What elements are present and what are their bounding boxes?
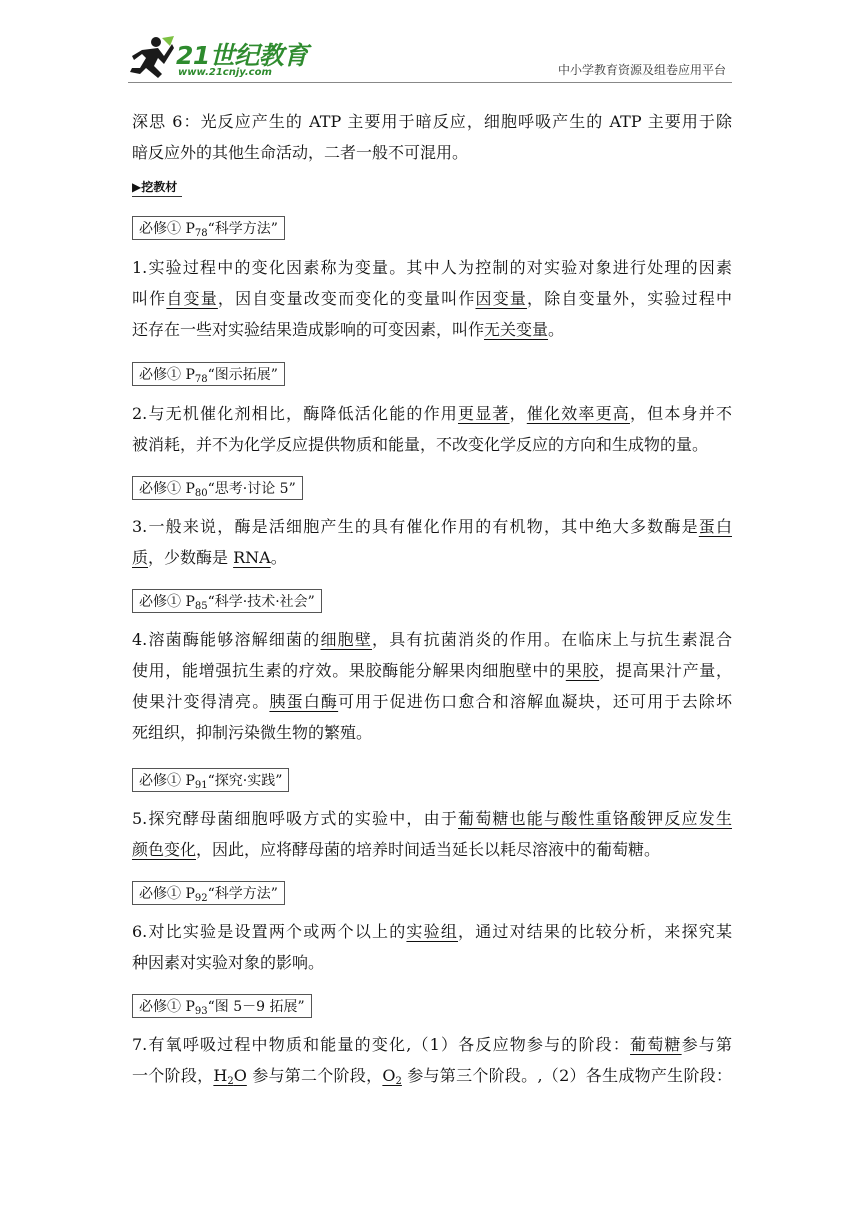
site-logo xyxy=(128,34,328,82)
dig-label-underline xyxy=(132,196,182,197)
item-paragraph-1 xyxy=(132,252,732,345)
logo-text: 21世纪教育 xyxy=(176,41,308,70)
textbook-reference-tag: 必修① $P_{92}“$科学方法” xyxy=(132,881,285,905)
item-paragraph-3 xyxy=(132,511,732,573)
page-header xyxy=(128,34,730,82)
textbook-reference-tag: 必修① $P_{93}“$图 5－9 拓展” xyxy=(132,994,312,1018)
item-paragraph-4 xyxy=(132,624,732,748)
textbook-reference-tag: 必修① $P_{78}“$科学方法” xyxy=(132,216,285,240)
item-paragraph-6 xyxy=(132,916,732,978)
item-paragraph-7 xyxy=(132,1029,732,1091)
thought-line-1: 深思 6：光反应产生的 ATP 主要用于暗反应，细胞呼吸产生的 ATP 主要用于除 xyxy=(132,112,732,131)
item-paragraph-5 xyxy=(132,803,732,865)
textbook-reference-tag: 必修① $P_{85}“$科学·技术·社会” xyxy=(132,589,322,613)
text-line: 使用，能增强抗生素的疗效。果胶酶能分解果肉细胞壁中的果胶，提高果汁产量， xyxy=(132,661,732,680)
text-line: 种因素对实验对象的影响。 xyxy=(132,953,325,972)
platform-name: 中小学教育资源及组卷应用平台 xyxy=(557,63,726,77)
logo-url: www.21cnjy.com xyxy=(178,67,272,78)
text-line: 6.对比实验是设置两个或两个以上的实验组，通过对结果的比较分析，来探究某 xyxy=(132,922,732,941)
dig-textbook-label: ▶挖教材 xyxy=(132,180,178,194)
thought-line-2: 暗反应外的其他生命活动，二者一般不可混用。 xyxy=(132,143,469,162)
text-line: 一个阶段，$H_2O$ 参与第二个阶段，$O_2$ 参与第三个阶段。,（2）各生成物产生阶段： xyxy=(132,1066,732,1087)
text-line: 2.与无机催化剂相比，酶降低活化能的作用更显著，催化效率更高，但本身并不 xyxy=(132,404,732,423)
text-line: 被消耗，并不为化学反应提供物质和能量，不改变化学反应的方向和生成物的量。 xyxy=(132,435,709,454)
textbook-reference-tag: 必修① $P_{91}“$探究·实践” xyxy=(132,768,289,792)
textbook-reference-tag: 必修① $P_{78}“$图示拓展” xyxy=(132,362,285,386)
item-paragraph-2 xyxy=(132,398,732,460)
text-line: 死组织，抑制污染微生物的繁殖。 xyxy=(132,723,373,742)
textbook-reference-tag: 必修① $P_{80}“$思考·讨论 5” xyxy=(132,476,303,500)
text-line: 质，少数酶是 RNA。 xyxy=(132,548,287,567)
text-line: 还存在一些对实验结果造成影响的可变因素，叫作无关变量。 xyxy=(132,320,565,339)
runner-icon xyxy=(128,36,174,80)
text-line: 7.有氧呼吸过程中物质和能量的变化,（1）各反应物参与的阶段：葡萄糖参与第 xyxy=(132,1035,732,1054)
text-line: 颜色变化，因此，应将酵母菌的培养时间适当延长以耗尽溶液中的葡萄糖。 xyxy=(132,840,661,859)
text-line: 叫作自变量，因自变量改变而变化的变量叫作因变量，除自变量外，实验过程中 xyxy=(132,289,732,308)
text-line: 5.探究酵母菌细胞呼吸方式的实验中，由于葡萄糖也能与酸性重铬酸钾反应发生 xyxy=(132,809,732,828)
thought-paragraph xyxy=(132,106,732,168)
text-line: 3.一般来说，酶是活细胞产生的具有催化作用的有机物，其中绝大多数酶是蛋白 xyxy=(132,517,732,536)
text-line: 1.实验过程中的变化因素称为变量。其中人为控制的对实验对象进行处理的因素 xyxy=(132,258,732,277)
text-line: 4.溶菌酶能够溶解细菌的细胞壁，具有抗菌消炎的作用。在临床上与抗生素混合 xyxy=(132,630,732,649)
text-line: 使果汁变得清亮。胰蛋白酶可用于促进伤口愈合和溶解血凝块，还可用于去除坏 xyxy=(132,692,732,711)
header-divider xyxy=(128,82,732,83)
